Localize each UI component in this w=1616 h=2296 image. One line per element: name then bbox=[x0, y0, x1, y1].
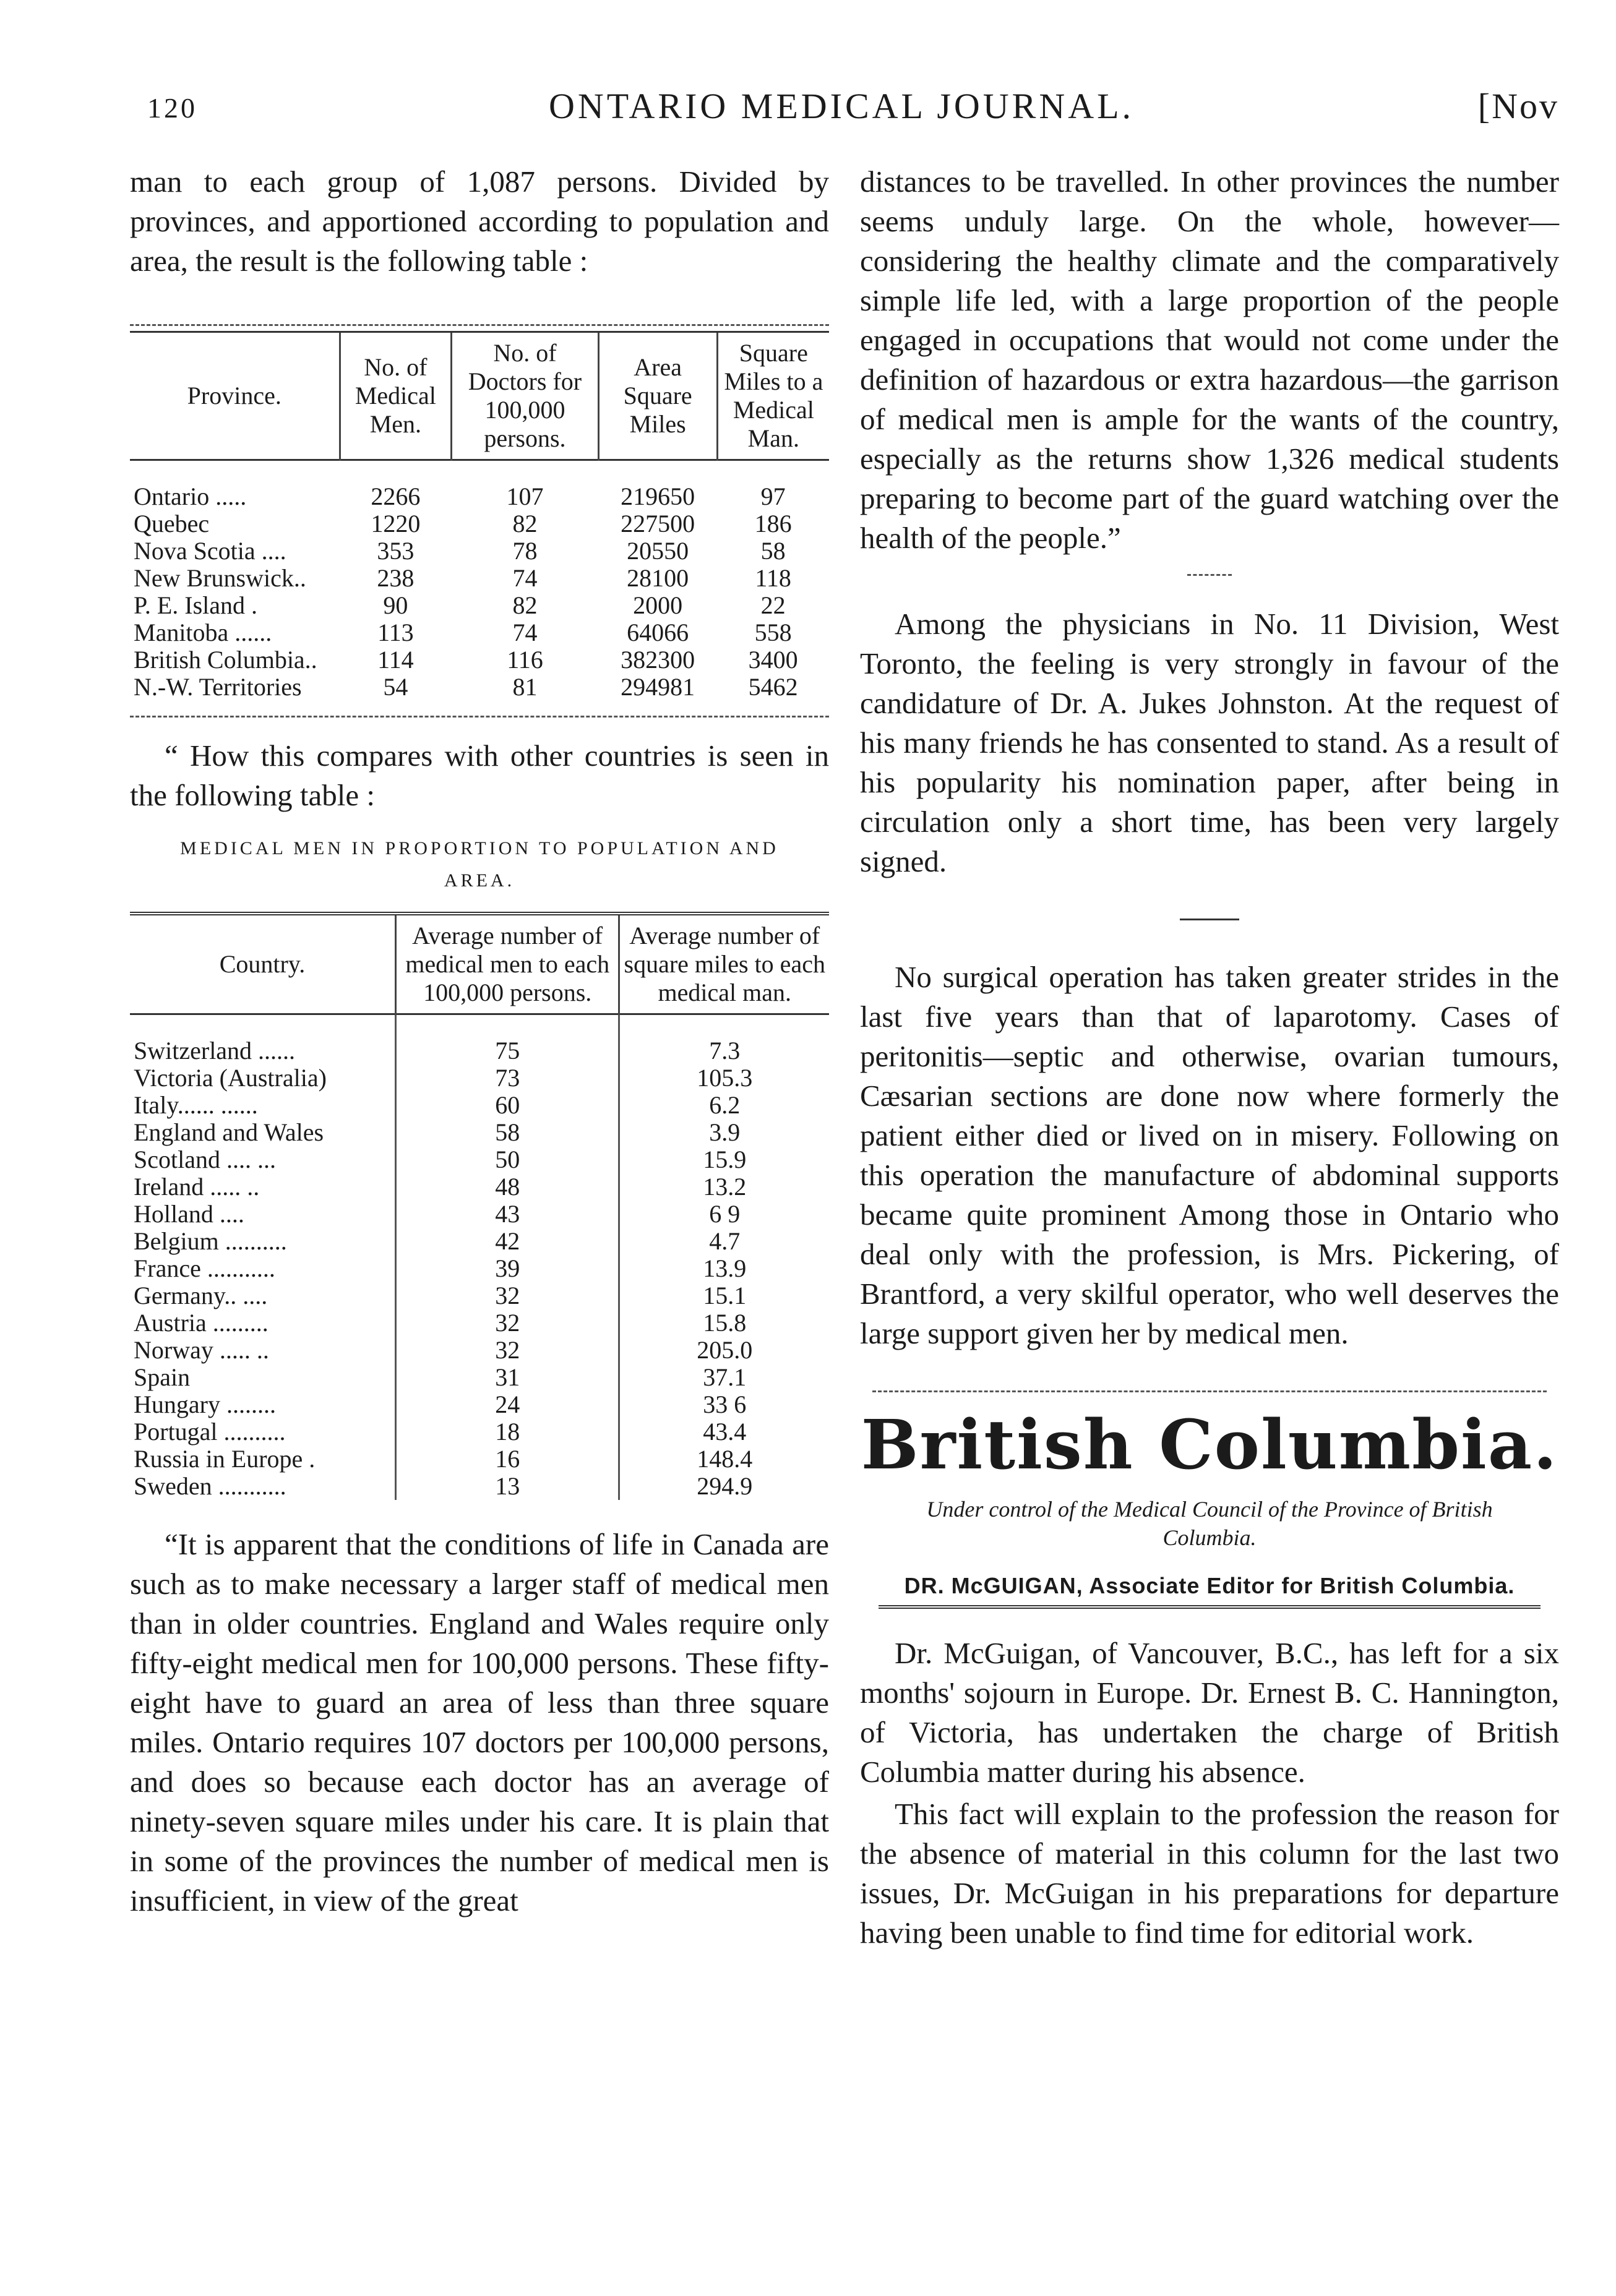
table-row: Austria ......... 32 15.8 bbox=[130, 1309, 829, 1337]
table-row: Victoria (Australia) 73 105.3 bbox=[130, 1064, 829, 1092]
paragraph: Among the physicians in No. 11 Division, West Toronto, the feeling is very strongly in favour of the candidature of Dr. A. Jukes Johnston. At the request of his many friends he has consented to stand. As a result of his popularity his nomination paper, after being in circulation only a short time, has been very largely signed. bbox=[860, 607, 1559, 878]
table-row: British Columbia.. 114 116 382300 3400 bbox=[134, 646, 798, 674]
paragraph: This fact will explain to the profession the reason for the absence of material in this column for the last two issues, Dr. McGuigan in his preparations for departure having been unable to find time for editorial work. bbox=[860, 1797, 1559, 1950]
table-row: Manitoba ...... 113 74 64066 558 bbox=[134, 619, 792, 646]
paragraph: man to each group of 1,087 persons. Divided by provinces, and apportioned according to population and area, the result is the following table : bbox=[130, 165, 829, 278]
paragraph: No surgical operation has taken greater strides in the last five years than that of laparotomy. Cases of peritonitis—septic and otherwise, ovarian tumours, Cæsarian sections are done now where formerly the patient either died or lived on in misery. Following on this operation the manufacture of abdominal supports became quite prominent Among those in Ontario who deal only with the profession, is Mrs. Pickering, of Brantford, a very skilful operator, who well deserves the large support given her by medical men. bbox=[860, 960, 1559, 1350]
right-column bbox=[860, 162, 1559, 1953]
table-row: Spain 31 37.1 bbox=[130, 1364, 829, 1391]
section-subtitle: Under control of the Medical Council of the Province of British Columbia. bbox=[926, 1497, 1493, 1550]
table-row: Portugal .......... 18 43.4 bbox=[130, 1418, 829, 1446]
table-row: Hungary ........ 24 33 6 bbox=[130, 1391, 829, 1418]
table-row: Belgium .......... 42 4.7 bbox=[130, 1228, 829, 1255]
table-row: Germany.. .... 32 15.1 bbox=[130, 1282, 829, 1309]
column-header: No. of Doctors for 100,000 persons. bbox=[452, 333, 598, 460]
column-header: Average number of medical men to each 100,000 persons. bbox=[395, 915, 619, 1014]
left-column bbox=[130, 162, 829, 1921]
paragraph: Dr. McGuigan, of Vancouver, B.C., has left for a six months' sojourn in Europe. Dr. Ernest B. C. Hannington, of Victoria, has undertaken the charge of British Columbia matter during his absence. bbox=[860, 1636, 1559, 1789]
journal-title: ONTARIO MEDICAL JOURNAL. bbox=[548, 86, 1135, 126]
page-header bbox=[124, 85, 1559, 129]
table-row: Ireland ..... .. 48 13.2 bbox=[130, 1173, 829, 1201]
associate-editor-line: DR. McGUIGAN, Associate Editor for British Columbia. bbox=[904, 1573, 1515, 1598]
column-header: No. of Medical Men. bbox=[340, 333, 452, 460]
country-table bbox=[130, 915, 829, 1500]
table-row: Holland .... 43 6 9 bbox=[130, 1201, 829, 1228]
table-row: Sweden ........... 13 294.9 bbox=[130, 1473, 829, 1500]
section-title: British Columbia. bbox=[861, 1405, 1558, 1484]
issue-month: [Nov bbox=[1477, 86, 1559, 126]
table-row: France ........... 39 13.9 bbox=[130, 1255, 829, 1282]
table-row: N.-W. Territories 54 81 294981 5462 bbox=[134, 673, 798, 701]
table-row: Switzerland ...... 75 7.3 bbox=[130, 1037, 829, 1064]
paragraph: distances to be travelled. In other provinces the number seems unduly large. On the whole, however—considering the healthy climate and the comparatively simple life led, with a large proportion of the people engaged in occupations that would not come under the definition of hazardous or extra hazardous—the garrison of medical men is ample for the wants of the country, especially as the returns show 1,326 medical students preparing to become part of the guard watching over the health of the people.” bbox=[860, 165, 1559, 555]
column-header: Country. bbox=[219, 950, 306, 978]
table-row: Norway ..... .. 32 205.0 bbox=[130, 1337, 829, 1364]
column-header: Square Miles to a Medical Man. bbox=[717, 333, 829, 460]
paragraph: “ How this compares with other countries is seen in the following table : bbox=[130, 739, 829, 812]
column-header: Average number of square miles to each medical man. bbox=[619, 915, 829, 1014]
page-number: 120 bbox=[147, 92, 197, 124]
table-row: Ontario ..... 2266 107 219650 97 bbox=[134, 482, 786, 510]
table-row: Russia in Europe . 16 148.4 bbox=[130, 1446, 829, 1473]
table-row: Scotland .... ... 50 15.9 bbox=[130, 1146, 829, 1173]
table-row: P. E. Island . 90 82 2000 22 bbox=[134, 591, 786, 619]
table-row: Nova Scotia .... 353 78 20550 58 bbox=[134, 537, 786, 565]
table-row: New Brunswick.. 238 74 28100 118 bbox=[134, 564, 791, 592]
column-header: Province. bbox=[187, 382, 282, 409]
table-row: Quebec 1220 82 227500 186 bbox=[134, 510, 792, 538]
table-header-row bbox=[130, 333, 829, 460]
paragraph: “It is apparent that the conditions of life in Canada are such as to make necessary a larger staff of medical men than in older countries. England and Wales require only fifty-eight medical men for 100,000 persons. These fifty-eight have to guard an area of less than three square miles. Ontario requires 107 doctors per 100,000 persons, and does so because each doctor has an average of ninety-seven square miles under his care. It is plain that in some of the provinces the number of medical men is insufficient, in view of the great bbox=[130, 1527, 829, 1917]
table-row: England and Wales 58 3.9 bbox=[130, 1119, 829, 1146]
province-table bbox=[130, 333, 829, 701]
table-row: Italy...... ...... 60 6.2 bbox=[130, 1092, 829, 1119]
table-header-row bbox=[130, 915, 829, 1014]
column-header: Area Square Miles bbox=[598, 333, 717, 460]
table-caption: MEDICAL MEN IN PROPORTION TO POPULATION AND AREA. bbox=[180, 838, 779, 891]
